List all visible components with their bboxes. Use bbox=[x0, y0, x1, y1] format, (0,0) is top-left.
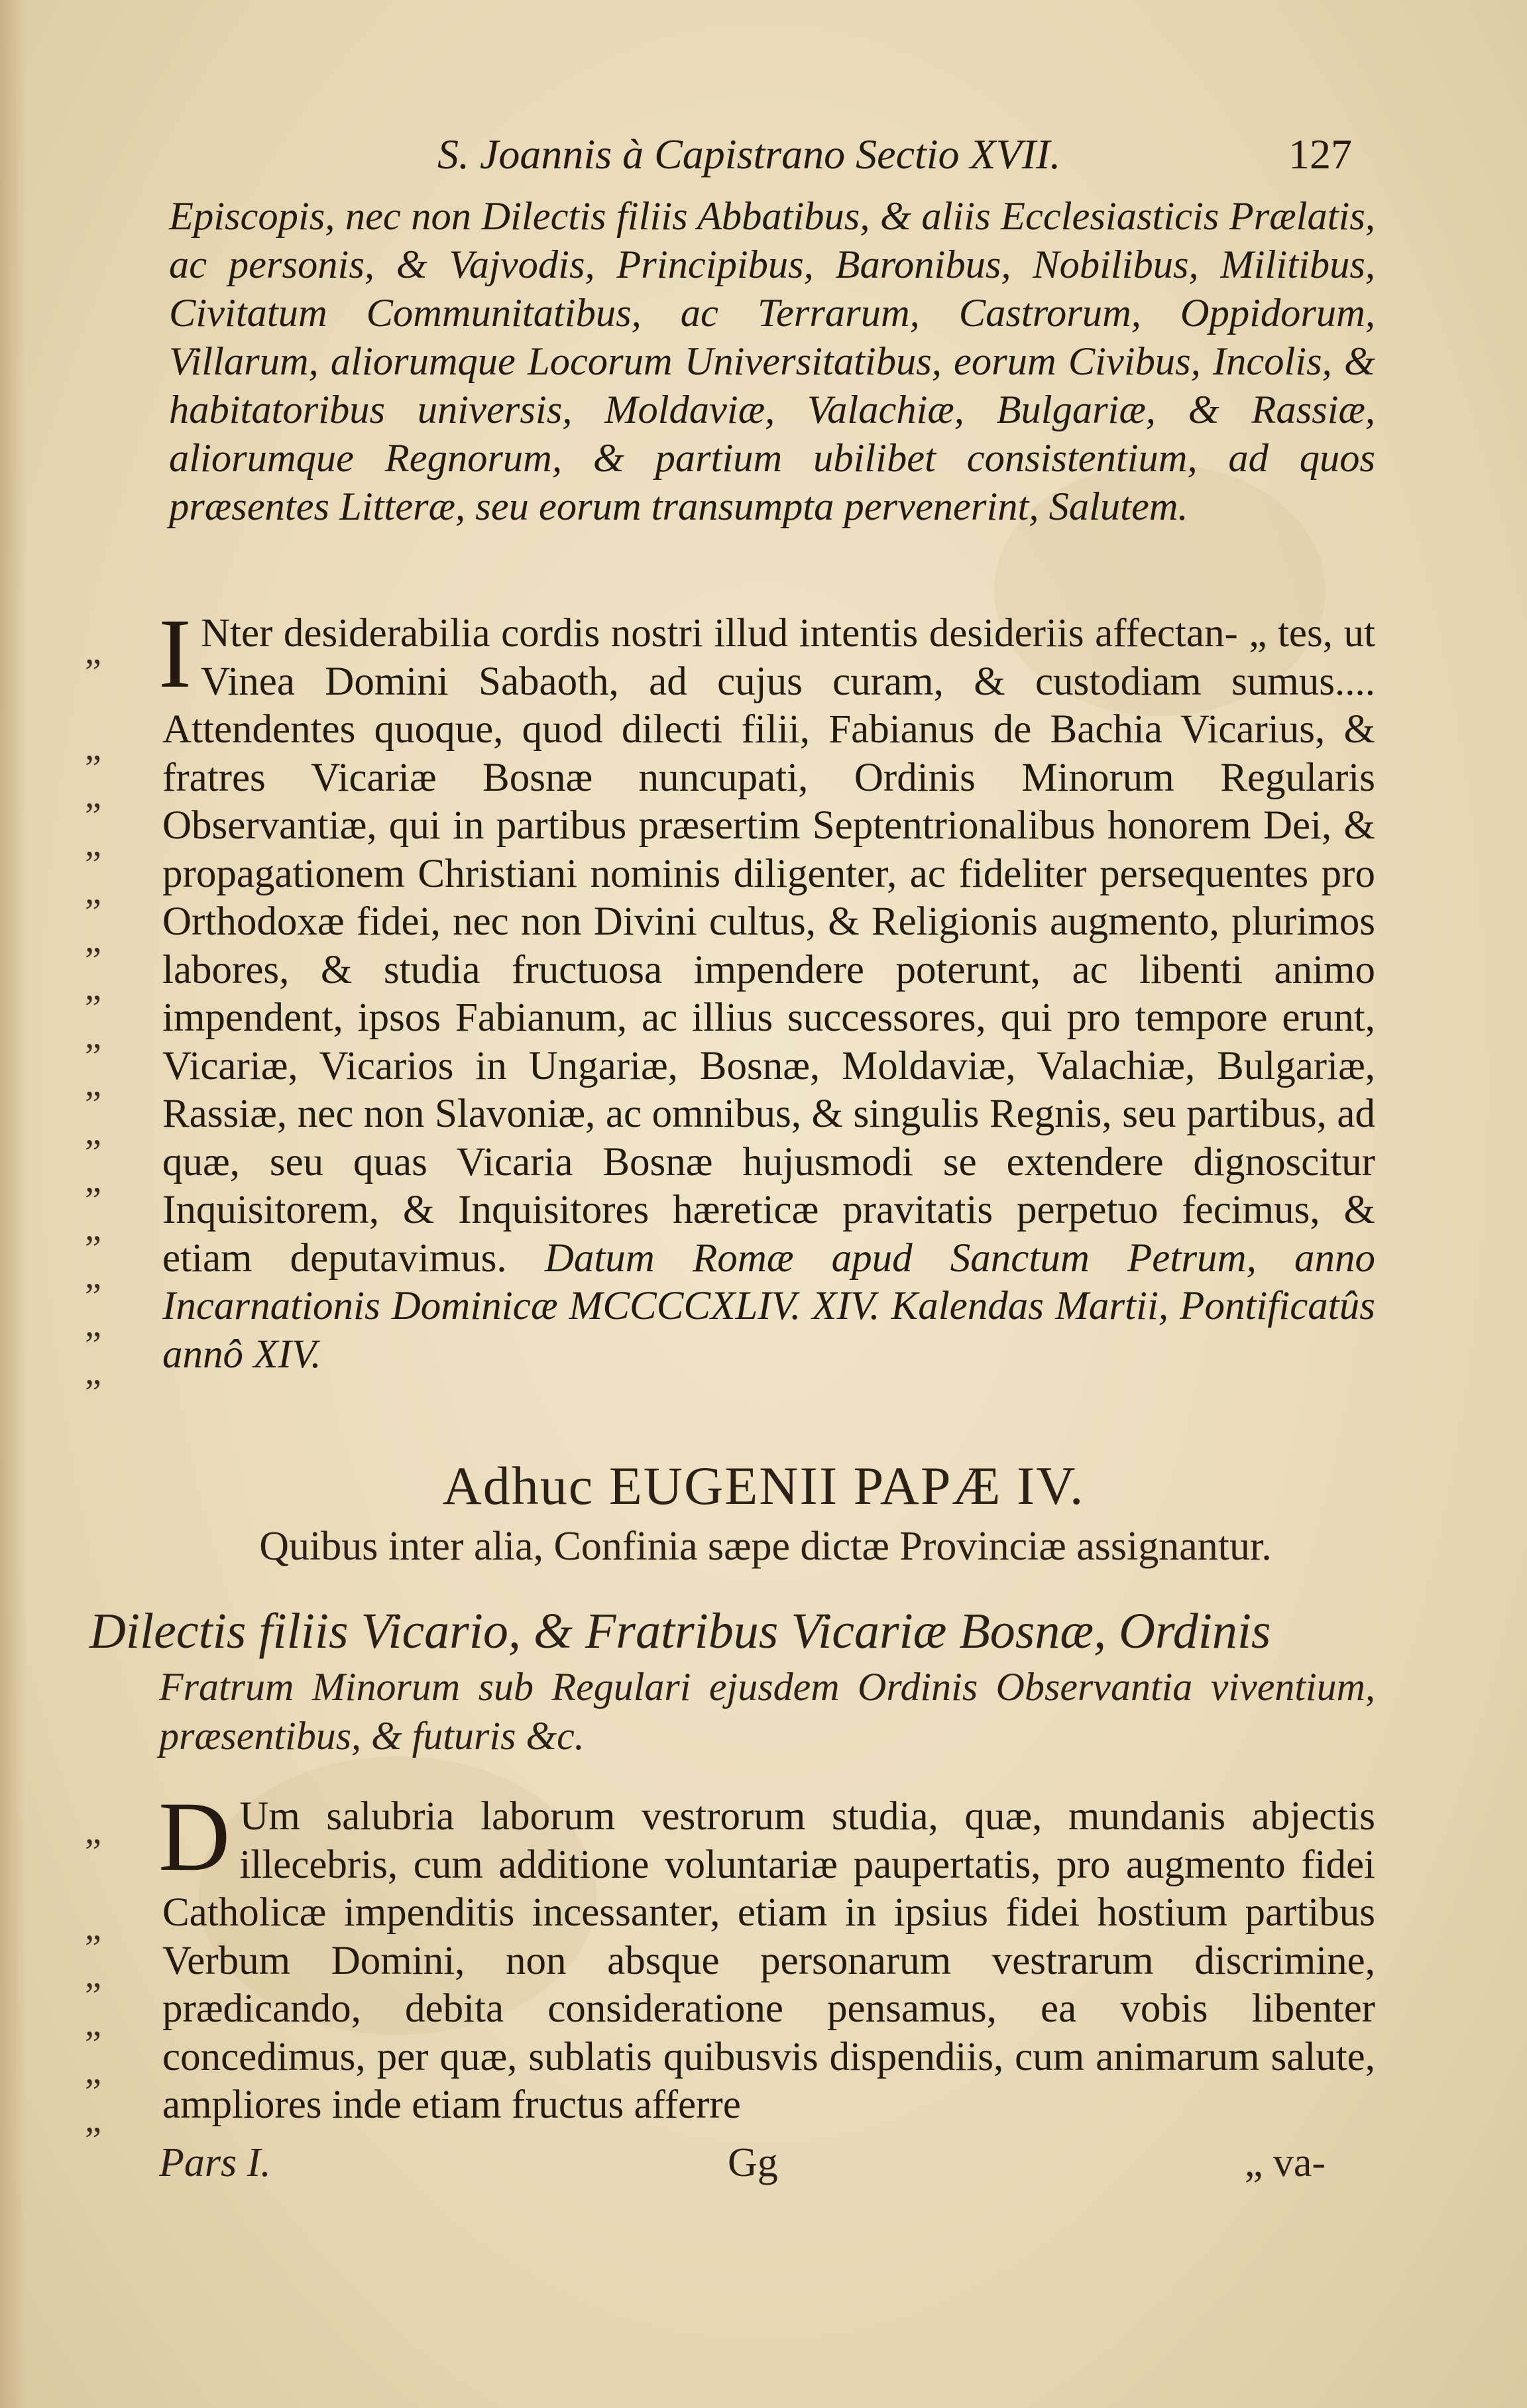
address-block: Episcopis, nec non Dilectis filiis Abbatibus, & aliis Ecclesiasticis Prælatis, ac personis, & Vajvodis, Principibus, Baronibus, Nobilibus, Militibus, Civitatum Communitatibus, ac Terrarum, Castrorum, Oppidorum, Villarum, aliorumque Locorum Universitatibus, eorum Civibus, Incolis, & habitatoribus universis, Moldaviæ, Valachiæ, Bulgariæ, & Rassiæ, aliorumque Regnorum, & partium ubilibet consistentium, ad quos præsentes Litteræ, seu eorum transumpta pervenerint, Salutem. bbox=[169, 194, 1375, 529]
letter-1-text: Nter desiderabilia cordis nostri illud intentis desideriis affectan- „ tes, ut Vinea Domini Sabaoth, ad cujus curam, & custodiam sumus.... Attendentes quoque, quod dilecti filii, Fabianus de Bachia Vicarius, & fratres Vicariæ Bosnæ nuncupati, Ordinis Minorum Regularis Observantiæ, qui in partibus præsertim Septentrionalibus honorem Dei, & propagationem Christiani nominis diligenter, ac fideliter persequentes pro Orthodoxæ fidei, nec non Divini cultus, & Religionis augmento, plurimos labores, & studia fructuosa impendere poterunt, ac libenti animo impendent, ipsos Fabianum, ac illius successores, qui pro tempore erunt, Vicariæ, Vicarios in Ungariæ, Bosnæ, Moldaviæ, Valachiæ, Bulgariæ, Rassiæ, nec non Slavoniæ, ac omnibus, & singulis Regnis, seu partibus, ad quæ, seu quas Vicaria Bosnæ hujusmodi se extendere dignoscitur Inquisitorem, & Inquisitores hæreticæ pravitatis perpetuo fecimus, & etiam deputavimus. bbox=[162, 611, 1375, 1281]
quote-mark: „ bbox=[85, 919, 101, 960]
letter-2-text: Um salubria laborum vestrorum studia, quæ, mundanis abjectis illecebris, cum additione voluntariæ paupertatis, pro augmento fidei Catholicæ impenditis incessanter, etiam in ipsius fidei hostium partibus Verbum Domini, non absque personarum vestrarum discrimine, prædicando, debita consideratione pensamus, ea vobis libenter concedimus, per quæ, sublatis quibusvis dispendiis, cum animarum salute, ampliores inde etiam fructus afferre bbox=[162, 1794, 1375, 2127]
quote-mark: „ bbox=[85, 2051, 101, 2092]
quote-mark: „ bbox=[85, 1208, 101, 1249]
quote-mark: „ bbox=[85, 1955, 101, 1996]
address-2-rest: Fratrum Minorum sub Regulari ejusdem Ordinis Observantia viventium, præsentibus, & futuris &c. bbox=[159, 1665, 1375, 1758]
quote-mark: „ bbox=[85, 1112, 101, 1153]
page-number: 127 bbox=[1288, 131, 1352, 178]
running-title: S. Joannis à Capistrano Sectio XVII. bbox=[437, 131, 1061, 178]
signature-mark: Pars I. bbox=[159, 2140, 271, 2185]
letter-1-body bbox=[158, 599, 1376, 1379]
quote-mark: „ bbox=[85, 1159, 101, 1200]
section-subtitle: Quibus inter alia, Confinia sæpe dictæ Provinciæ assignantur. bbox=[259, 1524, 1272, 1569]
gathering-mark: Gg bbox=[728, 2140, 778, 2185]
drop-cap-initial: I bbox=[158, 599, 192, 709]
page-footer bbox=[159, 2140, 1326, 2193]
quote-mark: „ bbox=[85, 1063, 101, 1104]
running-header bbox=[437, 130, 1352, 196]
letter-1-dating: Datum Romæ apud Sanctum Petrum, anno Incarnationis Dominicæ MCCCCXLIV. XIV. Kalendas Martii, Pontificatûs annô XIV. bbox=[162, 1235, 1376, 1377]
quote-mark: „ bbox=[85, 2099, 101, 2140]
letter-2 bbox=[129, 1782, 1375, 2130]
catchword: „ va- bbox=[1244, 2140, 1326, 2185]
quote-mark: „ bbox=[85, 2003, 101, 2044]
page-edge-shadow bbox=[0, 0, 27, 2408]
quote-mark: „ bbox=[85, 871, 101, 912]
drop-cap-initial: D bbox=[158, 1782, 231, 1892]
letter-1 bbox=[129, 599, 1376, 1379]
quote-mark: „ bbox=[85, 1811, 101, 1852]
quote-mark: „ bbox=[85, 967, 101, 1008]
section-title: Adhuc EUGENII PAPÆ IV. bbox=[442, 1456, 1085, 1516]
quote-mark: „ bbox=[85, 1351, 101, 1393]
quote-mark: „ bbox=[85, 775, 101, 816]
quote-mark: „ bbox=[85, 727, 101, 768]
quote-mark: „ bbox=[85, 1304, 101, 1345]
quote-mark: „ bbox=[85, 1255, 101, 1296]
quote-mark: „ bbox=[85, 823, 101, 864]
quote-mark: „ bbox=[85, 631, 101, 672]
address-2-first-line: Dilectis filiis Vicario, & Fratribus Vicariæ Bosnæ, Ordinis bbox=[89, 1603, 1271, 1659]
quote-mark: „ bbox=[85, 1907, 101, 1948]
quote-mark: „ bbox=[85, 1015, 101, 1057]
letter-2-body bbox=[158, 1782, 1375, 2130]
